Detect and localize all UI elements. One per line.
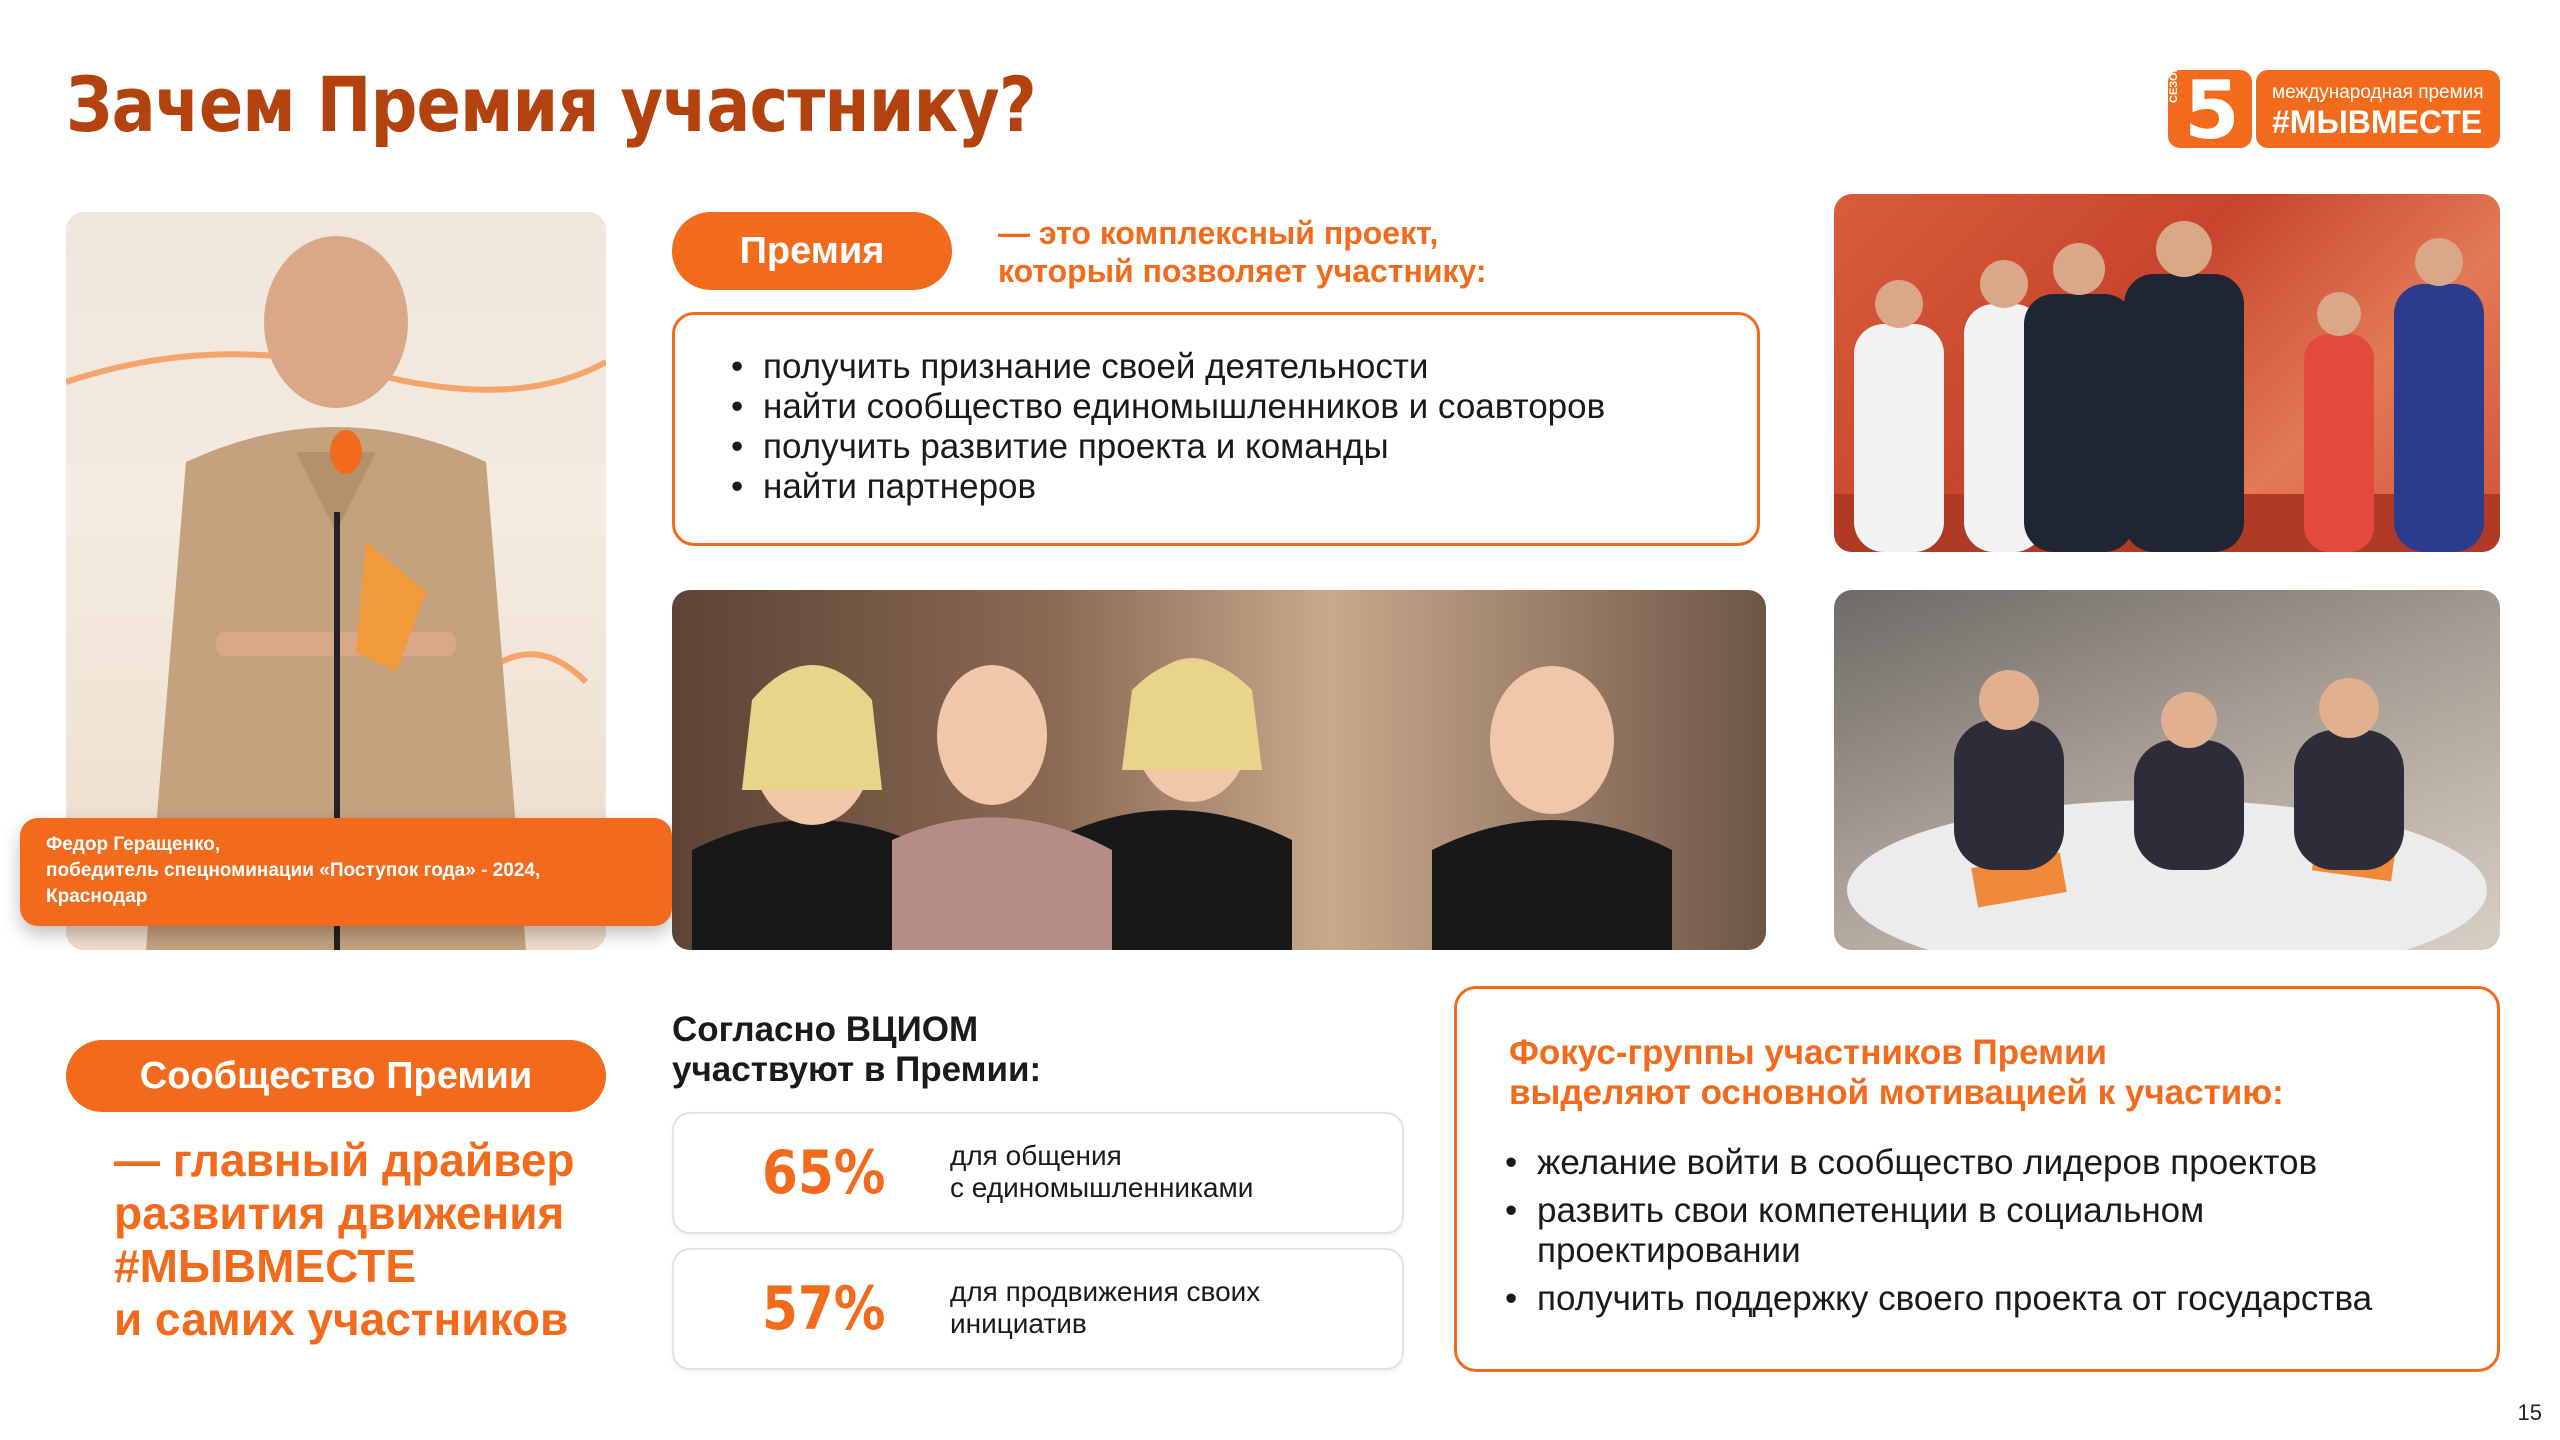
vciom-heading — [672, 1010, 1041, 1090]
community-photo — [672, 590, 1766, 950]
caption-city: Краснодар — [46, 886, 148, 907]
stat-desc-line2: с единомышленниками — [950, 1172, 1254, 1203]
benefit-item: • найти партнеров — [727, 467, 1605, 507]
vciom-heading-line2: участвуют в Премии: — [672, 1050, 1042, 1089]
award-logo-line1: международная премия — [2272, 82, 2484, 103]
stat-desc-line1: для общения — [950, 1140, 1122, 1171]
premium-desc-line1: — это комплексный проект, — [998, 215, 1439, 251]
premium-pill: Премия — [672, 212, 952, 290]
caption-name: Федор Геращенко, — [46, 834, 221, 855]
community-line: #МЫВМЕСТЕ — [114, 1240, 417, 1292]
page-number: 15 — [2517, 1400, 2542, 1425]
focus-heading-line1: Фокус-группы участников Премии — [1509, 1033, 2107, 1072]
season-number: 5 — [2184, 64, 2240, 157]
stat-value: 57% — [762, 1274, 886, 1344]
laureate-caption — [20, 818, 672, 926]
award-logo — [2256, 70, 2500, 148]
award-logo-line2: #МЫВМЕСТЕ — [2272, 104, 2483, 140]
community-line: развития движения — [114, 1187, 565, 1239]
stat-value: 65% — [762, 1138, 886, 1208]
community-pill: Сообщество Премии — [66, 1040, 606, 1112]
benefit-item: • найти сообщество единомышленников и соавторов — [727, 387, 1605, 427]
season-label: СЕЗОН — [2168, 64, 2180, 103]
focus-heading — [1509, 1033, 2284, 1113]
community-description — [114, 1134, 575, 1346]
premium-desc-line2: который позволяет участнику: — [998, 253, 1487, 289]
focus-heading-line2: выделяют основной мотивацией к участию: — [1509, 1073, 2284, 1112]
stage-photo — [1834, 194, 2500, 552]
stat-desc-line1: для продвижения своих — [950, 1276, 1261, 1307]
focus-item: • развить свои компетенции в социальном проектировании — [1501, 1191, 2297, 1271]
benefit-item: • получить развитие проекта и команды — [727, 427, 1605, 467]
premium-benefits-box — [672, 312, 1760, 546]
community-line: — главный драйвер — [114, 1134, 575, 1186]
community-line: и самих участников — [114, 1293, 569, 1345]
page-title: Зачем Премия участнику? — [66, 60, 1036, 149]
season-logo — [2168, 64, 2252, 157]
stat-desc-line2: инициатив — [950, 1308, 1087, 1339]
caption-title: победитель спецноминации «Поступок года» - 2024, — [46, 860, 541, 881]
focus-item: • желание войти в сообщество лидеров проектов — [1501, 1143, 2461, 1183]
stat-description — [950, 1276, 1260, 1340]
benefit-item: • получить признание своей деятельности — [727, 347, 1605, 387]
focus-groups-box — [1454, 986, 2500, 1372]
workshop-photo — [1834, 590, 2500, 950]
focus-item: • получить поддержку своего проекта от государства — [1501, 1279, 2461, 1319]
stat-description — [950, 1140, 1253, 1204]
stat-card — [672, 1248, 1404, 1370]
vciom-heading-line1: Согласно ВЦИОМ — [672, 1010, 979, 1049]
stat-card — [672, 1112, 1404, 1234]
premium-description — [998, 214, 1487, 290]
